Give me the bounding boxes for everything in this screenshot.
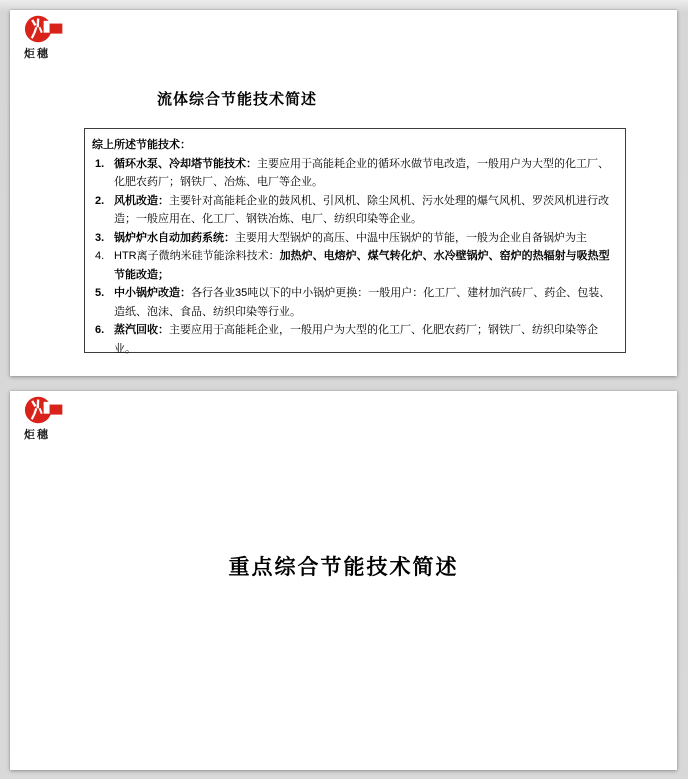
list-item (92, 247, 619, 284)
item-lead: 风机改造： (114, 194, 169, 207)
item-body: 主要应用于高能耗企业，一般用户为大型的化工厂、化肥农药厂；钢铁厂、纺织印染等企业。 (114, 324, 598, 355)
item-number: 2. (95, 194, 105, 207)
flame-logo-icon (24, 14, 66, 45)
slide-page-1 (10, 10, 677, 376)
brand-name: 炬穗 (24, 429, 50, 441)
item-body: 主要应用于高能耗企业的循环水做节电改造，一般用户为大型的化工厂、化肥农药厂；钢铁厂、冶炼、电厂等企业。 (114, 157, 609, 188)
list-item (92, 284, 619, 321)
list-item (92, 321, 619, 358)
list-item (92, 155, 619, 192)
item-number: 6. (95, 324, 105, 336)
item-number: 1. (95, 157, 105, 170)
flame-logo-icon (24, 395, 66, 426)
list-item (92, 192, 619, 229)
slide-page-2 (10, 391, 677, 770)
item-body: 加热炉、电熔炉、煤气转化炉、水冷壁锅炉、窑炉的热辐射与吸热型节能改造； (114, 250, 610, 281)
item-body: 主要用大型锅炉的高压、中温中压锅炉的节能，一般为企业自备锅炉为主 (235, 231, 587, 244)
slide1-title: 流体综合节能技术简述 (157, 91, 318, 108)
energy-tech-summary-box (84, 128, 626, 353)
item-number: 5. (95, 287, 105, 299)
item-number: 4. (95, 250, 105, 262)
item-lead: 循环水泵、冷却塔节能技术： (114, 157, 257, 170)
company-logo (24, 395, 84, 442)
brand-name: 炬穗 (24, 48, 50, 60)
item-number: 3. (95, 231, 105, 244)
item-body: 主要针对高能耗企业的鼓风机、引风机、除尘风机、污水处理的爆气风机、罗茨风机进行改造；一般应用在、化工厂、钢铁冶炼、电厂、纺织印染等企业。 (114, 194, 609, 225)
item-lead: 中小锅炉改造： (114, 287, 191, 299)
list-item (92, 229, 619, 248)
item-lead: 锅炉炉水自动加药系统： (114, 231, 235, 244)
company-logo (24, 14, 84, 61)
slide2-title: 重点综合节能技术简述 (228, 556, 459, 579)
item-lead: HTR离子微纳米硅节能涂料技术： (114, 250, 280, 262)
item-body: 各行各业35吨以下的中小锅炉更换：一般用户：化工厂、建材加汽砖厂、药企、包装、造纸、泡沫、食品、纺织印染等行业。 (114, 287, 611, 318)
box-header: 综上所述节能技术： (92, 139, 191, 151)
item-lead: 蒸汽回收： (114, 324, 169, 336)
